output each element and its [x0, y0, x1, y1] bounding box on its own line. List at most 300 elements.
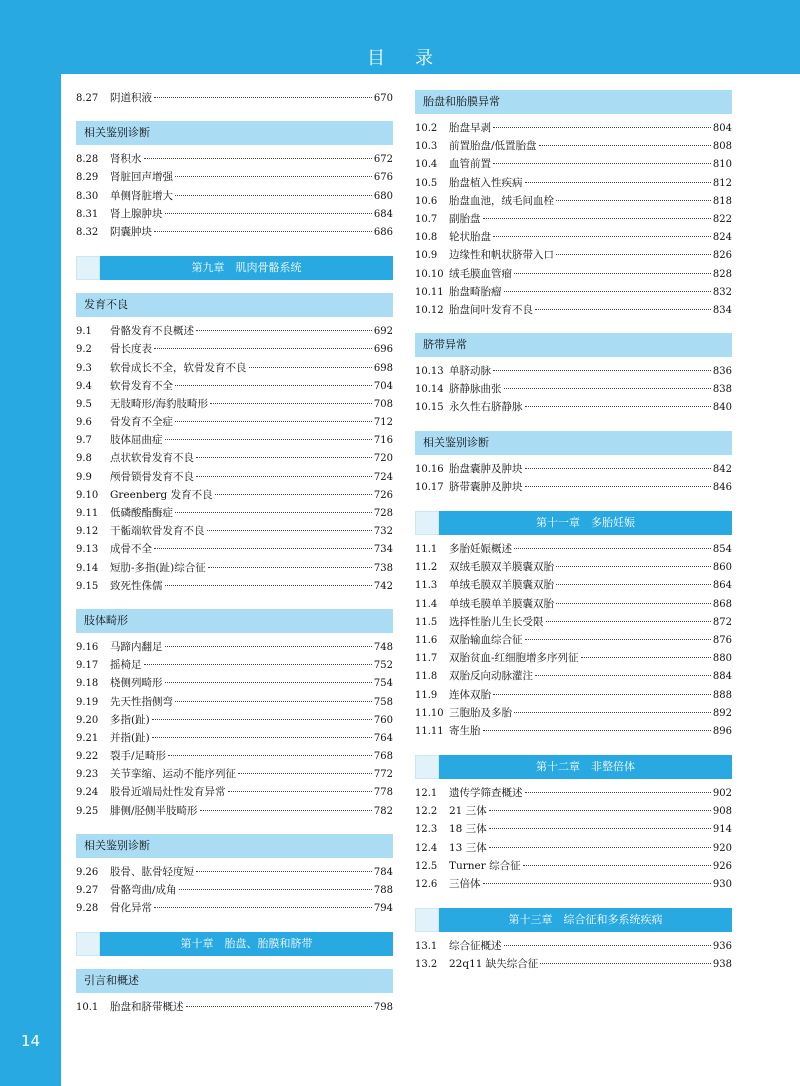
chapter-heading-tab	[76, 932, 100, 956]
entry-title: 永久性右脐静脉	[449, 401, 523, 414]
section-heading: 引言和概述	[76, 969, 393, 993]
dot-leader	[165, 213, 372, 214]
dot-leader	[175, 385, 372, 386]
entry-number: 12.3	[415, 824, 438, 836]
entry-page: 930	[712, 879, 732, 890]
toc-section	[76, 293, 393, 596]
dot-leader	[144, 158, 372, 159]
entry-title: 胎盘植入性疾病	[449, 176, 523, 189]
dot-leader	[581, 657, 711, 658]
entry-title: 单绒毛膜双羊膜囊双胎	[449, 579, 554, 592]
toc-entry[interactable]	[76, 396, 393, 414]
entry-page: 680	[373, 190, 393, 202]
toc-section	[76, 609, 393, 821]
dot-leader	[546, 621, 711, 622]
entry-page: 778	[373, 787, 393, 799]
entry-number: 9.20	[76, 714, 99, 726]
toc-entry[interactable]	[76, 694, 393, 712]
entry-number: 11.9	[415, 689, 438, 701]
entry-page: 836	[712, 366, 732, 378]
entry-number: 11.11	[415, 725, 444, 737]
entry-title: 胎盘囊肿及肿块	[449, 462, 523, 475]
section-heading: 相关鉴别诊断	[76, 121, 393, 145]
toc-entry[interactable]	[76, 169, 393, 187]
dot-leader	[514, 712, 711, 713]
toc-entry[interactable]	[415, 381, 732, 399]
dot-leader	[144, 664, 372, 665]
entry-title: 腓侧/胫侧半肢畸形	[110, 804, 198, 817]
entry-number: 8.29	[76, 172, 99, 184]
toc-entry[interactable]	[76, 748, 393, 766]
entry-page: 720	[373, 453, 393, 465]
dot-leader	[207, 530, 372, 531]
entry-page: 846	[712, 481, 732, 493]
entry-title: 双绒毛膜双羊膜囊双胎	[449, 561, 554, 574]
dot-leader	[489, 828, 711, 829]
toc-section	[76, 969, 393, 1017]
entry-title: 21 三体	[449, 805, 487, 818]
toc-entry[interactable]	[415, 785, 732, 803]
entry-page: 818	[712, 195, 732, 207]
toc-entry[interactable]	[415, 650, 732, 668]
dot-leader	[525, 182, 711, 183]
entry-title: 成骨不全	[110, 543, 152, 556]
entry-page: 696	[373, 344, 393, 356]
toc-entry[interactable]	[76, 188, 393, 206]
toc-entry[interactable]	[415, 840, 732, 858]
chapter-title: 第九章 肌肉骨骼系统	[100, 256, 393, 280]
entry-number: 8.30	[76, 190, 99, 202]
entry-number: 9.17	[76, 660, 99, 672]
toc-entry[interactable]	[415, 138, 732, 156]
dot-leader	[175, 701, 372, 702]
toc-entry[interactable]	[415, 614, 732, 632]
toc-entry[interactable]	[76, 224, 393, 242]
entry-page: 726	[373, 489, 393, 501]
entry-page: 892	[712, 707, 732, 719]
entry-number: 9.27	[76, 885, 99, 896]
dot-leader	[489, 810, 711, 811]
toc-entry[interactable]	[76, 766, 393, 784]
dot-leader	[525, 406, 711, 407]
entry-title: 肢体屈曲症	[110, 434, 163, 447]
toc-entry[interactable]	[76, 578, 393, 596]
toc-entry[interactable]	[415, 211, 732, 229]
entry-title: 肾上腺肿块	[110, 207, 163, 220]
dot-leader	[483, 883, 711, 884]
toc-entry[interactable]	[415, 247, 732, 265]
toc-entry[interactable]	[415, 723, 732, 741]
entry-title: 多胎妊娠概述	[449, 543, 512, 555]
toc-entry[interactable]	[415, 803, 732, 821]
section-heading: 肢体畸形	[76, 609, 393, 633]
toc-section	[415, 90, 732, 320]
toc-entry[interactable]	[76, 803, 393, 821]
chapter-title: 第十章 胎盘、胎膜和脐带	[100, 932, 393, 956]
toc-entry[interactable]	[76, 505, 393, 523]
toc-entry[interactable]	[415, 363, 732, 381]
toc-entry[interactable]	[415, 302, 732, 320]
entry-title: 关节挛缩、运动不能序列征	[110, 768, 236, 781]
entry-title: 轮状胎盘	[449, 231, 491, 244]
entry-page: 754	[373, 678, 393, 690]
toc-entry[interactable]	[76, 730, 393, 748]
toc-entry[interactable]	[415, 577, 732, 595]
entry-number: 11.5	[415, 616, 438, 628]
entry-number: 10.12	[415, 304, 444, 316]
dot-leader	[556, 200, 711, 201]
dot-leader	[556, 584, 711, 585]
toc-entry[interactable]	[415, 229, 732, 247]
toc-entry[interactable]	[76, 900, 393, 918]
entry-page: 860	[712, 562, 732, 574]
toc-entry[interactable]	[415, 668, 732, 686]
entry-page: 670	[373, 93, 393, 104]
dot-leader	[525, 792, 711, 793]
dot-leader	[228, 791, 372, 792]
entry-page: 812	[712, 177, 732, 189]
toc-entry[interactable]	[415, 399, 732, 417]
dot-leader	[165, 439, 372, 440]
toc-entry[interactable]	[76, 864, 393, 882]
entry-page: 672	[373, 154, 393, 166]
entry-page: 834	[712, 304, 732, 316]
toc-entry[interactable]	[76, 341, 393, 359]
toc-entry[interactable]	[76, 882, 393, 900]
toc-entry[interactable]	[76, 90, 393, 108]
entry-page: 888	[712, 689, 732, 701]
toc-entry[interactable]	[76, 487, 393, 505]
dot-leader	[175, 176, 372, 177]
entry-page: 822	[712, 213, 732, 225]
section-heading: 脐带异常	[415, 333, 732, 357]
entry-title: 低磷酸酯酶症	[110, 507, 173, 519]
entry-number: 8.28	[76, 154, 99, 166]
chapter-heading-tab	[415, 755, 439, 779]
entry-number: 11.3	[415, 580, 438, 592]
toc-entry[interactable]	[76, 450, 393, 468]
entry-page: 854	[712, 544, 732, 555]
toc-entry[interactable]	[415, 632, 732, 650]
entry-number: 13.1	[415, 941, 438, 953]
entry-page: 782	[373, 805, 393, 817]
toc-entry[interactable]	[415, 687, 732, 705]
entry-title: 单绒毛膜单羊膜囊双胎	[449, 597, 554, 610]
entry-number: 11.1	[415, 544, 438, 555]
entry-title: 股骨、肱骨轻度短	[110, 865, 194, 878]
toc-entry[interactable]	[415, 541, 732, 559]
entry-page: 768	[373, 751, 393, 763]
entry-title: 寄生胎	[449, 724, 481, 737]
section-heading: 发育不良	[76, 293, 393, 317]
dot-leader	[539, 145, 711, 146]
toc-entry[interactable]	[415, 821, 732, 839]
dot-leader	[210, 403, 372, 404]
entry-title: 阴囊肿块	[110, 225, 152, 238]
toc-entry[interactable]	[415, 156, 732, 174]
entry-number: 13.2	[415, 959, 438, 971]
entry-page: 704	[373, 380, 393, 392]
entry-page: 936	[712, 941, 732, 953]
toc-entry[interactable]	[76, 206, 393, 224]
entry-page: 748	[373, 641, 393, 653]
entry-page: 692	[373, 326, 393, 338]
toc-entry[interactable]	[415, 175, 732, 193]
toc-entry[interactable]	[76, 360, 393, 378]
entry-page: 908	[712, 806, 732, 818]
entry-page: 880	[712, 653, 732, 665]
entry-title: 双胎反向动脉灌注	[449, 670, 533, 683]
entry-title: 双胎贫血-红细胞增多序列征	[449, 652, 579, 665]
entry-page: 742	[373, 580, 393, 592]
entry-number: 9.4	[76, 380, 92, 392]
entry-number: 9.11	[76, 508, 99, 519]
entry-number: 8.32	[76, 226, 99, 238]
entry-number: 9.14	[76, 562, 99, 574]
page-number: 14	[20, 1032, 41, 1050]
toc-entry[interactable]	[415, 705, 732, 723]
dot-leader	[186, 1006, 372, 1007]
dot-leader	[493, 370, 711, 371]
entry-number: 9.5	[76, 398, 92, 410]
toc-entry[interactable]	[76, 432, 393, 450]
entry-title: 绒毛膜血管瘤	[449, 267, 512, 280]
entry-page: 758	[373, 696, 393, 708]
chapter-block	[415, 908, 732, 974]
toc-entry[interactable]	[415, 461, 732, 479]
entry-number: 10.13	[415, 366, 444, 378]
toc-entry[interactable]	[76, 675, 393, 693]
entry-number: 12.6	[415, 879, 438, 890]
toc-entry[interactable]	[415, 876, 732, 894]
entry-number: 10.8	[415, 232, 438, 244]
dot-leader	[556, 566, 711, 567]
entry-number: 8.31	[76, 208, 99, 220]
entry-title: 三倍体	[449, 878, 481, 890]
entry-page: 794	[373, 903, 393, 915]
entry-title: 骨发育不全症	[110, 416, 173, 429]
entry-title: 双胎输血综合征	[449, 633, 523, 646]
entry-title: 连体双胎	[449, 688, 491, 701]
entry-number: 9.19	[76, 696, 99, 708]
section-heading: 相关鉴别诊断	[76, 834, 393, 858]
entry-page: 842	[712, 463, 732, 475]
entry-title: 颅骨锁骨发育不良	[110, 470, 194, 483]
toc-entry[interactable]	[76, 541, 393, 559]
dot-leader	[514, 548, 711, 549]
chapter-title: 第十一章 多胎妊娠	[439, 511, 732, 535]
dot-leader	[535, 675, 711, 676]
dot-leader	[249, 367, 372, 368]
entry-number: 10.6	[415, 195, 438, 207]
entry-number: 11.7	[415, 653, 438, 665]
toc-entry[interactable]	[76, 639, 393, 657]
toc-entry[interactable]	[76, 712, 393, 730]
entry-title: 无肢畸形/海豹肢畸形	[110, 397, 209, 410]
dot-leader	[489, 847, 711, 848]
chapter-heading	[415, 908, 732, 932]
entry-number: 9.3	[76, 362, 92, 374]
toc-section	[76, 834, 393, 919]
entry-page: 686	[373, 226, 393, 238]
entry-page: 828	[712, 268, 732, 280]
entry-title: 胎盘早剥	[449, 122, 491, 134]
dot-leader	[175, 421, 372, 422]
dot-leader	[175, 512, 372, 513]
entry-title: 软骨发育不全	[110, 379, 173, 392]
entry-title: 肾脏回声增强	[110, 171, 173, 184]
entry-number: 10.11	[415, 286, 444, 298]
dot-leader	[556, 254, 711, 255]
entry-number: 11.8	[415, 671, 438, 683]
entry-page: 712	[373, 417, 393, 429]
entry-number: 10.4	[415, 159, 438, 171]
entry-title: 脐静脉曲张	[449, 383, 502, 396]
entry-title: Greenberg 发育不良	[110, 488, 213, 501]
entry-number: 9.7	[76, 435, 92, 447]
page-title: 目录	[367, 48, 463, 69]
entry-page: 872	[712, 616, 732, 628]
entry-title: 干骺端软骨发育不良	[110, 525, 205, 538]
entry-title: 单脐动脉	[449, 365, 491, 378]
entry-page: 772	[373, 769, 393, 781]
entry-title: 胎盘血池，绒毛间血栓	[449, 194, 554, 207]
section-heading: 胎盘和胎膜异常	[415, 90, 732, 114]
dot-leader	[152, 737, 372, 738]
toc-entry[interactable]	[415, 938, 732, 956]
toc-entry[interactable]	[415, 956, 732, 974]
entry-number: 9.24	[76, 787, 99, 799]
entry-page: 752	[373, 660, 393, 672]
entry-number: 10.16	[415, 463, 444, 475]
entry-number: 9.2	[76, 344, 92, 356]
toc-entry[interactable]	[415, 479, 732, 497]
entry-page: 676	[373, 172, 393, 184]
dot-leader	[196, 476, 372, 477]
entry-title: 骨骼发育不良概述	[110, 325, 194, 338]
entry-number: 12.1	[415, 788, 438, 800]
chapter-block	[76, 256, 393, 280]
entry-page: 920	[712, 842, 732, 854]
entry-title: Turner 综合征	[449, 859, 521, 872]
toc-entry[interactable]	[76, 657, 393, 675]
entry-number: 9.22	[76, 751, 99, 763]
entry-page: 708	[373, 398, 393, 410]
entry-title: 骨骼弯曲/成角	[110, 884, 177, 896]
toc-entry[interactable]	[76, 151, 393, 169]
entry-page: 784	[373, 866, 393, 878]
entry-number: 10.17	[415, 481, 444, 493]
entry-page: 902	[712, 788, 732, 800]
dot-leader	[493, 163, 711, 164]
entry-title: 骨长度表	[110, 343, 152, 356]
entry-title: 18 三体	[449, 823, 487, 836]
entry-title: 点状软骨发育不良	[110, 452, 194, 465]
dot-leader	[523, 865, 711, 866]
entry-title: 马蹄内翻足	[110, 640, 163, 653]
toc-entry[interactable]	[76, 560, 393, 578]
entry-page: 804	[712, 123, 732, 134]
entry-number: 9.16	[76, 641, 99, 653]
toc-entry[interactable]	[76, 469, 393, 487]
entry-title: 血管前置	[449, 158, 491, 171]
entry-number: 10.15	[415, 402, 444, 414]
dot-leader	[154, 231, 372, 232]
entry-page: 810	[712, 159, 732, 171]
toc-entry[interactable]	[415, 858, 732, 876]
entry-page: 926	[712, 860, 732, 872]
entry-number: 9.9	[76, 471, 92, 483]
entry-number: 9.8	[76, 453, 92, 465]
toc-entry[interactable]	[76, 414, 393, 432]
entry-title: 骨化异常	[110, 902, 152, 915]
dot-leader	[525, 639, 711, 640]
dot-leader	[165, 646, 372, 647]
toc-entry[interactable]	[76, 999, 393, 1017]
toc-entry[interactable]	[76, 523, 393, 541]
toc-entry[interactable]	[76, 784, 393, 802]
toc-entry[interactable]	[76, 378, 393, 396]
toc-entry[interactable]	[415, 266, 732, 284]
entry-number: 9.1	[76, 326, 92, 338]
toc-entry[interactable]	[415, 120, 732, 138]
entry-page: 734	[373, 544, 393, 556]
entry-number: 12.5	[415, 860, 438, 872]
entry-number: 10.14	[415, 384, 444, 396]
entry-page: 824	[712, 232, 732, 244]
toc-entry[interactable]	[76, 323, 393, 341]
dot-leader	[152, 719, 372, 720]
entry-number: 12.2	[415, 806, 438, 818]
toc-entry[interactable]	[415, 284, 732, 302]
toc-section	[415, 333, 732, 418]
entry-title: 综合征概述	[449, 940, 502, 953]
toc-entry[interactable]	[415, 559, 732, 577]
entry-title: 22q11 缺失综合征	[449, 958, 539, 971]
chapter-heading	[76, 256, 393, 280]
entry-page: 838	[712, 384, 732, 396]
entry-page: 884	[712, 671, 732, 683]
dot-leader	[493, 127, 711, 128]
entry-page: 788	[373, 885, 393, 896]
entry-number: 12.4	[415, 842, 438, 854]
entry-title: 副胎盘	[449, 212, 481, 225]
entry-number: 9.13	[76, 544, 99, 556]
entry-number: 9.18	[76, 678, 99, 690]
entry-page: 864	[712, 580, 732, 592]
chapter-heading	[76, 932, 393, 956]
entry-page: 914	[712, 824, 732, 836]
entry-number: 10.3	[415, 141, 438, 153]
dot-leader	[154, 97, 372, 98]
entry-number: 10.2	[415, 123, 438, 134]
toc-entry[interactable]	[415, 596, 732, 614]
entry-number: 9.12	[76, 526, 99, 538]
dot-leader	[525, 468, 711, 469]
entry-page: 728	[373, 508, 393, 519]
entry-page: 840	[712, 402, 732, 414]
chapter-title: 第十三章 综合征和多系统疾病	[439, 908, 732, 932]
entry-title: 肾积水	[110, 153, 142, 166]
entry-number: 11.6	[415, 634, 438, 646]
chapter-heading	[415, 755, 732, 779]
dot-leader	[238, 773, 372, 774]
chapter-block	[415, 755, 732, 894]
toc-entry[interactable]	[415, 193, 732, 211]
dot-leader	[483, 730, 711, 731]
chapter-heading	[415, 511, 732, 535]
dot-leader	[483, 218, 711, 219]
